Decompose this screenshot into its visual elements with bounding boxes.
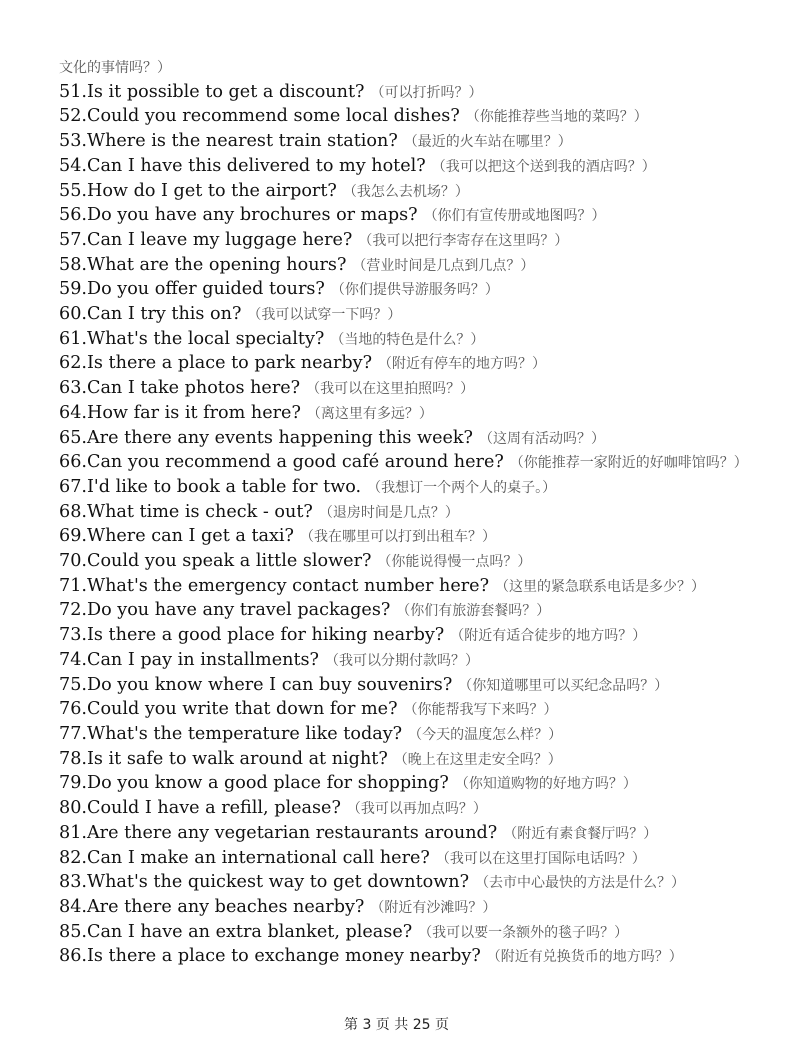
chinese-translation: （今天的温度怎么样？） <box>408 726 563 743</box>
list-item <box>59 723 759 748</box>
list-item <box>59 254 759 279</box>
list-item <box>59 501 759 526</box>
list-item <box>59 130 759 155</box>
english-phrase: 52.Could you recommend some local dishes? <box>59 106 460 127</box>
english-phrase: 79.Do you know a good place for shopping? <box>59 773 449 794</box>
list-item <box>59 772 759 797</box>
english-phrase: 76.Could you write that down for me? <box>59 699 398 720</box>
chinese-translation: （这里的紧急联系电话是多少？） <box>495 578 705 595</box>
english-phrase: 80.Could I have a refill, please? <box>59 798 341 819</box>
english-phrase: 82.Can I make an international call here? <box>59 847 430 868</box>
chinese-translation: （营业时间是几点到几点？） <box>352 257 535 274</box>
chinese-translation: （退房时间是几点？） <box>318 504 459 521</box>
list-item <box>59 451 759 476</box>
list-item <box>59 748 759 773</box>
list-item <box>59 550 759 575</box>
list-item <box>59 624 759 649</box>
english-phrase: 69.Where can I get a taxi? <box>59 526 294 547</box>
english-phrase: 86.Is there a place to exchange money nearby? <box>59 946 481 967</box>
english-phrase: 51.Is it possible to get a discount? <box>59 81 365 102</box>
english-phrase: 67.I'd like to book a table for two. <box>59 476 362 497</box>
chinese-translation: （当地的特色是什么？） <box>330 331 485 348</box>
english-phrase: 57.Can I leave my luggage here? <box>59 229 353 250</box>
list-item <box>59 871 759 896</box>
english-phrase: 68.What time is check - out? <box>59 501 313 522</box>
list-item <box>59 698 759 723</box>
english-phrase: 70.Could you speak a little slower? <box>59 551 372 572</box>
list-item <box>59 921 759 946</box>
chinese-translation: （你能推荐些当地的菜吗？） <box>465 109 648 126</box>
english-phrase: 58.What are the opening hours? <box>59 254 347 275</box>
english-phrase: 62.Is there a place to park nearby? <box>59 353 373 374</box>
list-item <box>59 649 759 674</box>
list-item <box>59 155 759 180</box>
english-phrase: 54.Can I have this delivered to my hotel? <box>59 155 426 176</box>
english-phrase: 72.Do you have any travel packages? <box>59 600 391 621</box>
chinese-translation: （我可以把这个送到我的酒店吗？） <box>431 158 656 175</box>
list-item <box>59 797 759 822</box>
chinese-translation: （你们提供导游服务吗？） <box>330 282 499 299</box>
chinese-translation: （我可以试穿一下吗？） <box>247 307 402 324</box>
chinese-translation: （我可以在这里打国际电话吗？） <box>435 850 646 867</box>
english-phrase: 73.Is there a good place for hiking nearby? <box>59 625 445 646</box>
list-item <box>59 822 759 847</box>
chinese-translation: （我可以分期付款吗？） <box>325 652 479 669</box>
chinese-translation: （你们有旅游套餐吗？） <box>396 603 551 620</box>
continuation-line <box>59 56 759 81</box>
chinese-translation: （你能说得慢一点吗？） <box>377 554 532 571</box>
english-phrase: 59.Do you offer guided tours? <box>59 279 325 300</box>
chinese-translation: （你知道哪里可以买纪念品吗？） <box>458 677 669 694</box>
chinese-translation: （我想订一个两个人的桌子。） <box>367 479 557 496</box>
list-item <box>59 896 759 921</box>
list-item <box>59 229 759 254</box>
chinese-translation: （我可以要一条额外的毯子吗？） <box>418 924 629 941</box>
chinese-translation: （你们有宣传册或地图吗？） <box>423 208 606 225</box>
chinese-translation: （你能帮我写下来吗？） <box>403 702 558 719</box>
list-item <box>59 328 759 353</box>
chinese-translation: （附近有适合徒步的地方吗？） <box>450 628 647 645</box>
document-body <box>59 56 759 970</box>
chinese-translation: （离这里有多远？） <box>306 405 433 422</box>
english-phrase: 63.Can I take photos here? <box>59 378 301 399</box>
list-item <box>59 303 759 328</box>
english-phrase: 74.Can I pay in installments? <box>59 649 319 670</box>
list-item <box>59 180 759 205</box>
english-phrase: 61.What's the local specialty? <box>59 328 325 349</box>
english-phrase: 71.What's the emergency contact number here? <box>59 575 489 596</box>
list-item <box>59 352 759 377</box>
list-item <box>59 575 759 600</box>
english-phrase: 84.Are there any beaches nearby? <box>59 896 365 917</box>
chinese-translation: （可以打折吗？） <box>370 84 483 101</box>
list-item <box>59 599 759 624</box>
chinese-translation: （我在哪里可以打到出租车？） <box>300 529 496 546</box>
page-number: 第 3 页 共 25 页 <box>344 1017 449 1033</box>
chinese-translation: （最近的火车站在哪里？） <box>403 134 572 151</box>
chinese-translation: （附近有停车的地方吗？） <box>378 356 547 373</box>
list-item <box>59 847 759 872</box>
chinese-translation: （你知道购物的好地方吗？） <box>454 776 637 793</box>
english-phrase: 75.Do you know where I can buy souvenirs? <box>59 674 453 695</box>
chinese-translation: （我可以在这里拍照吗？） <box>306 381 475 398</box>
continuation-text: 文化的事情吗？） <box>59 60 171 76</box>
english-phrase: 66.Can you recommend a good café around here? <box>59 452 504 473</box>
chinese-translation: （晚上在这里走安全吗？） <box>393 751 562 768</box>
chinese-translation: （我怎么去机场？） <box>342 183 469 200</box>
english-phrase: 83.What's the quickest way to get downtown? <box>59 872 470 893</box>
list-item <box>59 525 759 550</box>
english-phrase: 85.Can I have an extra blanket, please? <box>59 921 413 942</box>
list-item <box>59 377 759 402</box>
list-item <box>59 674 759 699</box>
list-item <box>59 81 759 106</box>
english-phrase: 56.Do you have any brochures or maps? <box>59 205 418 226</box>
english-phrase: 60.Can I try this on? <box>59 304 242 325</box>
english-phrase: 81.Are there any vegetarian restaurants around? <box>59 822 498 843</box>
chinese-translation: （附近有兑换货币的地方吗？） <box>486 949 683 966</box>
list-item <box>59 105 759 130</box>
chinese-translation: （你能推荐一家附近的好咖啡馆吗？） <box>509 455 748 472</box>
list-item <box>59 945 759 970</box>
english-phrase: 53.Where is the nearest train station? <box>59 131 398 152</box>
list-item <box>59 476 759 501</box>
chinese-translation: （这周有活动吗？） <box>479 430 605 447</box>
english-phrase: 55.How do I get to the airport? <box>59 180 337 201</box>
chinese-translation: （我可以把行李寄存在这里吗？） <box>358 232 569 249</box>
chinese-translation: （我可以再加点吗？） <box>346 801 487 818</box>
english-phrase: 77.What's the temperature like today? <box>59 723 403 744</box>
chinese-translation: （附近有素食餐厅吗？） <box>503 825 658 842</box>
english-phrase: 65.Are there any events happening this week? <box>59 427 473 448</box>
english-phrase: 78.Is it safe to walk around at night? <box>59 748 388 769</box>
list-item <box>59 402 759 427</box>
chinese-translation: （去市中心最快的方法是什么？） <box>475 875 686 892</box>
chinese-translation: （附近有沙滩吗？） <box>370 899 497 916</box>
english-phrase: 64.How far is it from here? <box>59 402 301 423</box>
list-item <box>59 204 759 229</box>
list-item <box>59 278 759 303</box>
page-footer <box>0 1014 793 1034</box>
list-item <box>59 427 759 452</box>
